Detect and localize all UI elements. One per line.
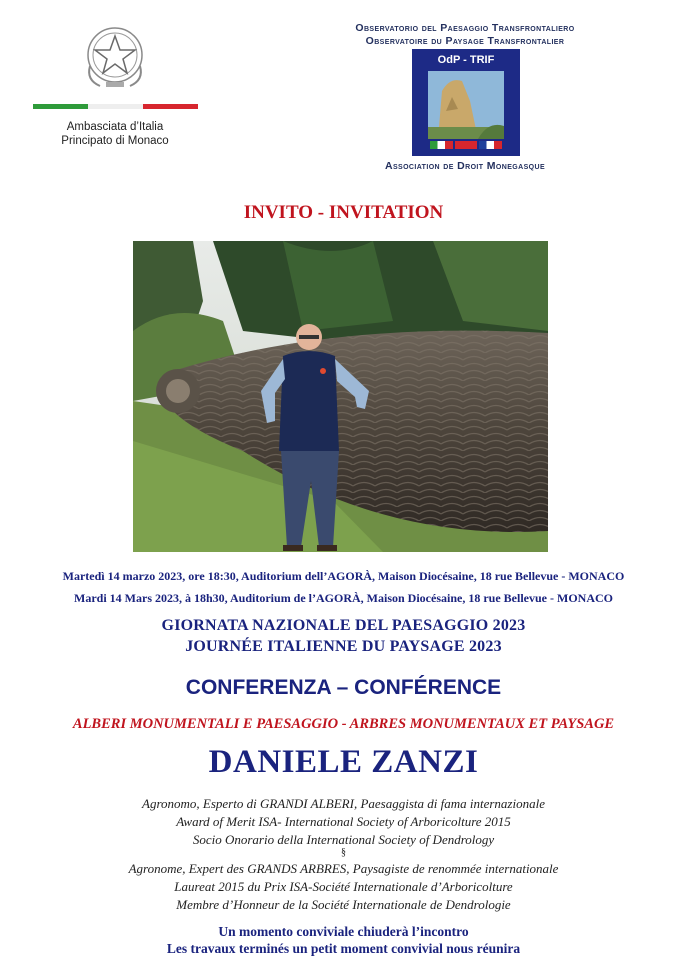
bio-fr-line-3: Membre d’Honneur de la Société Internationale de Dendrologie bbox=[176, 897, 511, 912]
closing-note-it: Un momento conviviale chiuderà l’incontro bbox=[218, 924, 469, 939]
bio-it-line-3: Socio Onorario della International Society of Dendrology bbox=[192, 832, 495, 847]
event-name-it: GIORNATA NAZIONALE DEL PAESAGGIO 2023 bbox=[161, 617, 526, 634]
observatory-name-it: Observatorio del Paesaggio Transfrontaliero bbox=[355, 22, 575, 34]
speaker-name: DANIELE ZANZI bbox=[208, 744, 479, 780]
event-date-fr: Mardi 14 Mars 2023, à 18h30, Auditorium de l’AGORÀ, Maison Diocésaine, 18 rue Bellevue - MONACO bbox=[74, 591, 613, 605]
cliff-landscape-icon bbox=[428, 71, 504, 139]
event-name-fr: JOURNÉE ITALIENNE DU PAYSAGE 2023 bbox=[185, 638, 502, 655]
bio-it-line-1: Agronomo, Esperto di GRANDI ALBERI, Paesaggista di fama internazionale bbox=[142, 796, 545, 811]
italian-emblem-icon bbox=[82, 22, 148, 92]
bio-it-line-2: Award of Merit ISA- International Society of Arboricolture 2015 bbox=[176, 814, 511, 829]
closing-note-fr: Les travaux terminés un petit moment convivial nous réunira bbox=[166, 941, 521, 956]
embassy-line-2: Principato di Monaco bbox=[61, 135, 169, 147]
italian-flag-bar bbox=[33, 104, 198, 109]
section-separator: § bbox=[341, 847, 346, 858]
speaker-photo bbox=[133, 241, 548, 552]
bio-fr-line-2: Laureat 2015 du Prix ISA-Société Internationale d’Arboricolture bbox=[174, 879, 513, 894]
logo-flags bbox=[430, 141, 502, 149]
odp-trif-logo bbox=[412, 49, 520, 156]
embassy-line-1: Ambasciata d’Italia bbox=[66, 121, 164, 133]
invitation-title: INVITO - INVITATION bbox=[243, 202, 444, 223]
conference-heading: CONFERENZA – CONFÉRENCE bbox=[185, 676, 502, 699]
observatory-name-fr: Observatoire du Paysage Transfrontalier bbox=[365, 35, 565, 47]
association-label: Association de Droit Monegasque bbox=[384, 160, 546, 172]
event-date-it: Martedì 14 marzo 2023, ore 18:30, Auditorium dell’AGORÀ, Maison Diocésaine, 18 rue Bellevue - MONACO bbox=[62, 569, 625, 583]
logo-title: OdP - TRIF bbox=[437, 54, 495, 66]
conference-topic: ALBERI MONUMENTALI E PAESAGGIO - ARBRES MONUMENTAUX ET PAYSAGE bbox=[72, 716, 615, 732]
bio-fr-line-1: Agronome, Expert des GRANDS ARBRES, Paysagiste de renommée internationale bbox=[128, 861, 559, 876]
embassy-name bbox=[20, 120, 210, 148]
